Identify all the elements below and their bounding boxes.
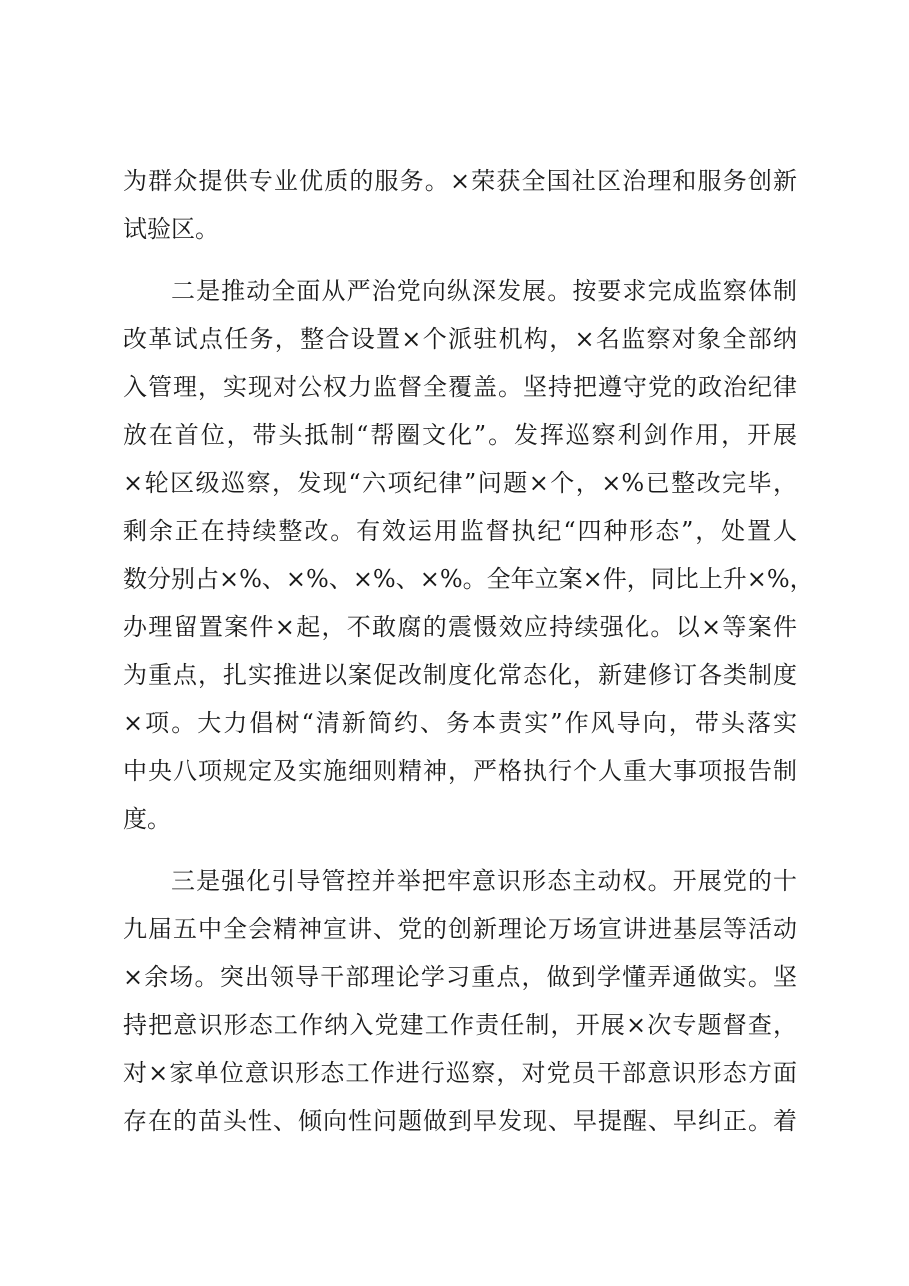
text-line: ×轮区级巡察，发现“六项纪律”问题×个，×%已整改完毕，	[123, 469, 797, 497]
paragraph-3	[123, 857, 797, 1145]
text-line: 为群众提供专业优质的服务。×荣获全国社区治理和服务创新	[123, 167, 797, 195]
text-line: 存在的苗头性、倾向性问题做到早发现、早提醒、早纠正。着	[123, 1107, 797, 1135]
document-body	[123, 157, 814, 1145]
text-line: 度。	[123, 805, 171, 833]
text-line: 九届五中全会精神宣讲、党的创新理论万场宣讲进基层等活动	[123, 915, 797, 943]
text-line: 办理留置案件×起，不敢腐的震慑效应持续强化。以×等案件	[123, 613, 797, 641]
text-line: 入管理，实现对公权力监督全覆盖。坚持把遵守党的政治纪律	[123, 373, 797, 401]
text-line: 中央八项规定及实施细则精神，严格执行个人重大事项报告制	[123, 757, 797, 785]
text-line: 改革试点任务，整合设置×个派驻机构，×名监察对象全部纳	[123, 325, 797, 353]
paragraph-1	[123, 157, 797, 253]
text-line: 对×家单位意识形态工作进行巡察，对党员干部意识形态方面	[123, 1059, 797, 1087]
text-line: 为重点，扎实推进以案促改制度化常态化，新建修订各类制度	[123, 661, 797, 689]
text-line: ×余场。突出领导干部理论学习重点，做到学懂弄通做实。坚	[123, 963, 797, 991]
paragraph-2	[123, 267, 814, 843]
text-line: 试验区。	[123, 215, 219, 243]
text-line: 放在首位，带头抵制“帮圈文化”。发挥巡察利剑作用，开展	[123, 421, 797, 449]
text-line: 剩余正在持续整改。有效运用监督执纪“四种形态”，处置人	[123, 517, 797, 545]
text-line: ×项。大力倡树“清新简约、务本责实”作风导向，带头落实	[123, 709, 797, 737]
text-line: 持把意识形态工作纳入党建工作责任制，开展×次专题督查，	[123, 1011, 797, 1039]
text-line: 二是推动全面从严治党向纵深发展。按要求完成监察体制	[171, 277, 797, 305]
text-line: 三是强化引导管控并举把牢意识形态主动权。开展党的十	[171, 867, 797, 895]
text-line: 数分别占×%、×%、×%、×%。全年立案×件，同比上升×%，	[123, 565, 814, 593]
